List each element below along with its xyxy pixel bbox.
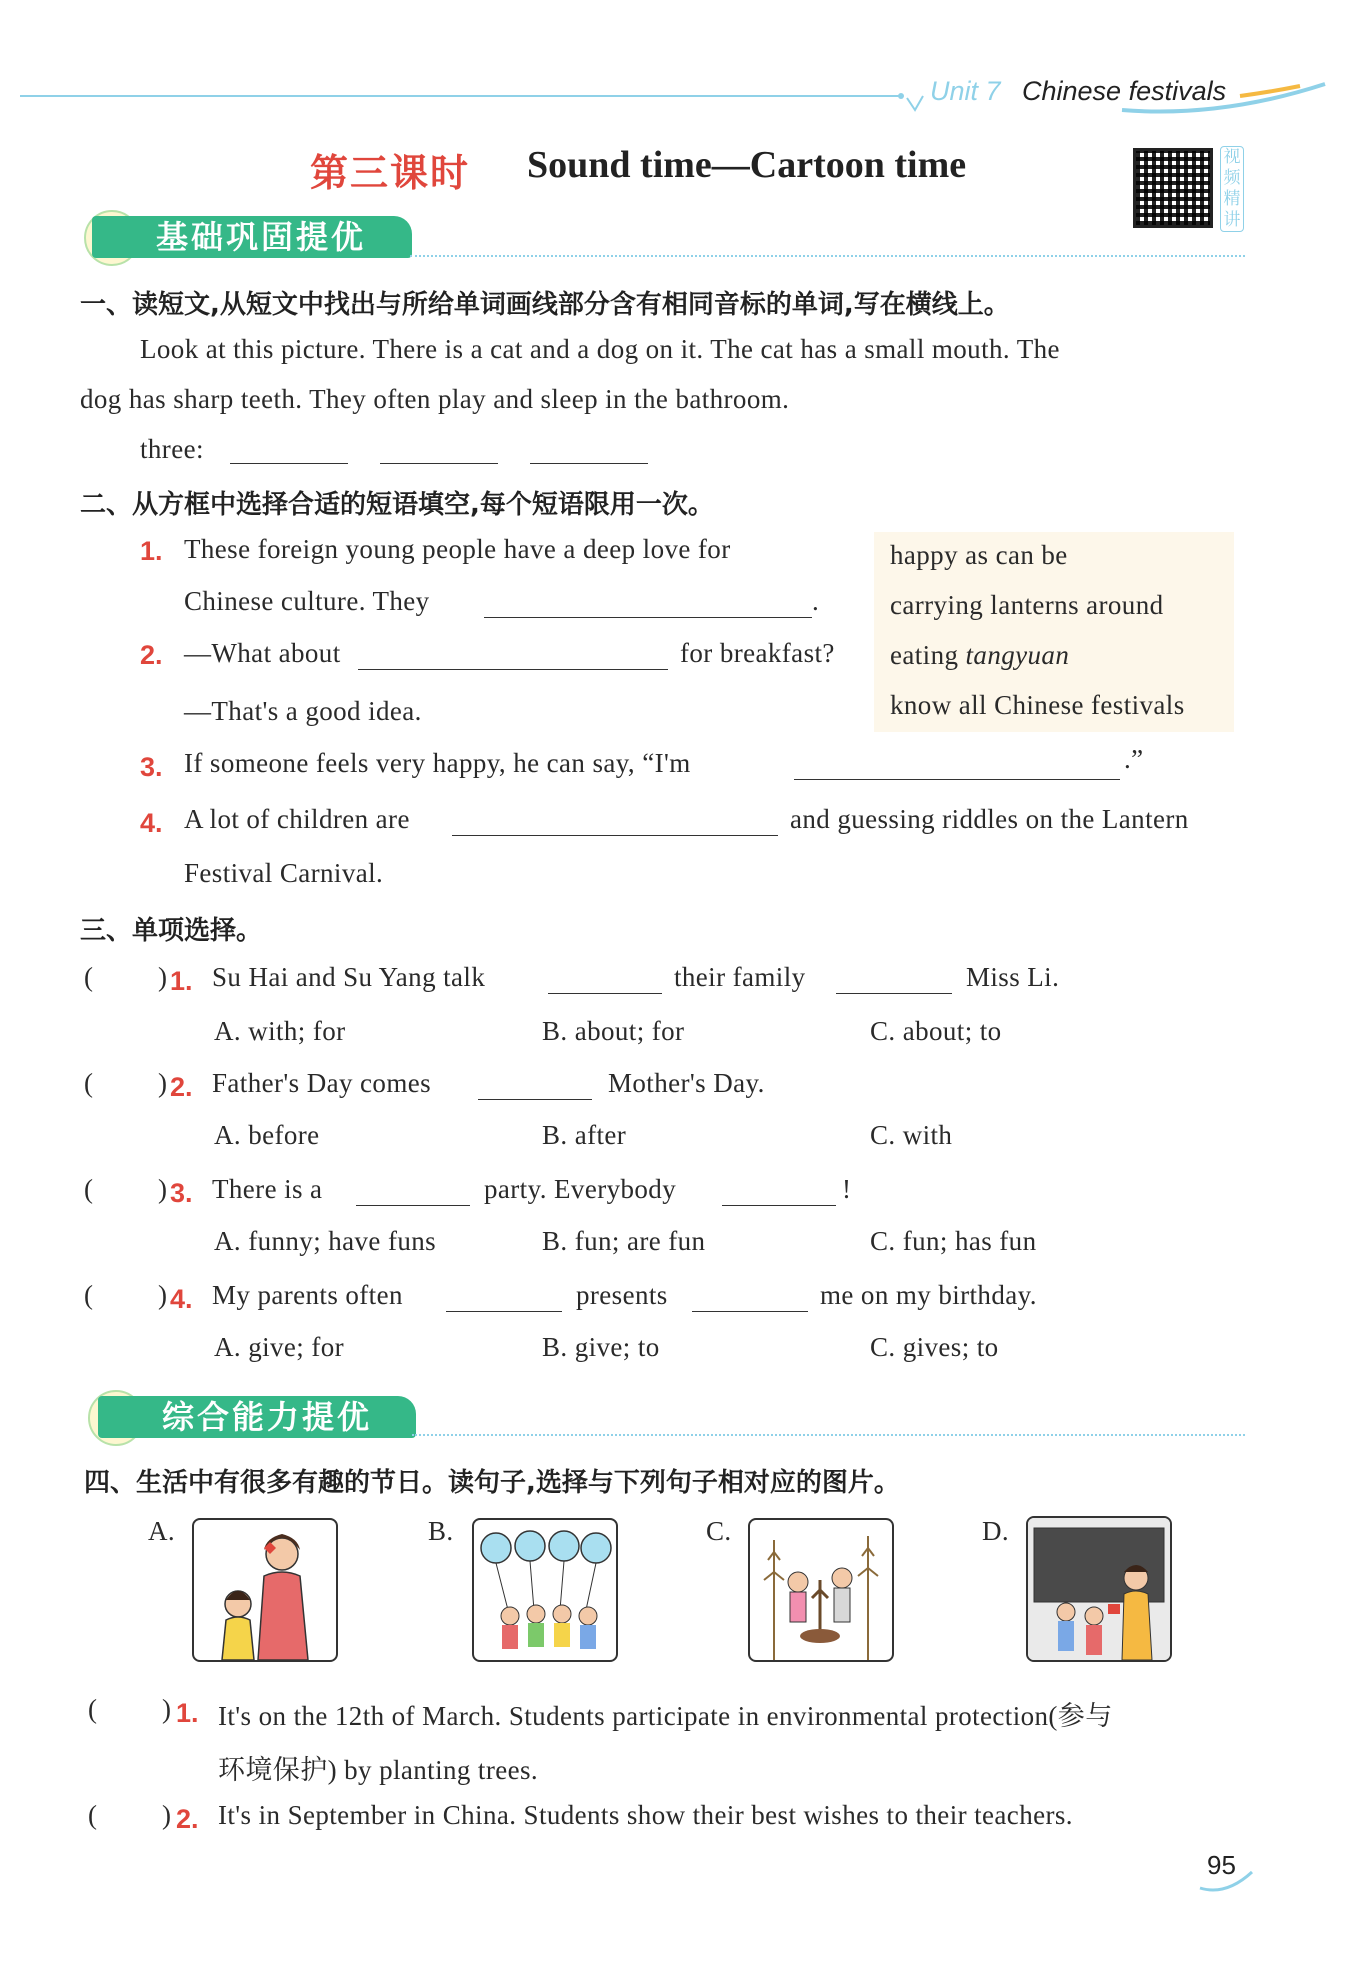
q2-item-text: If someone feels very happy, he can say, “I'm bbox=[184, 748, 691, 778]
q4-item-text: It's in September in China. Students show their best wishes to their teachers. bbox=[218, 1800, 1073, 1830]
q3-stem: ! bbox=[842, 1174, 852, 1204]
picture-label: D. bbox=[982, 1516, 1010, 1546]
answer-paren-open: ( bbox=[84, 1280, 93, 1310]
swoosh-icon bbox=[1120, 80, 1330, 125]
q3-stem: Su Hai and Su Yang talk bbox=[212, 962, 486, 992]
q3-blank[interactable] bbox=[478, 1076, 592, 1100]
q2-item-number: 3. bbox=[140, 752, 163, 782]
q4-item-text: It's on the 12th of March. Students participate in environmental protection(参与 bbox=[218, 1701, 1113, 1731]
qr-label-char: 视 bbox=[1223, 147, 1241, 167]
answer-slot[interactable] bbox=[96, 1278, 156, 1310]
q3-stem: party. Everybody bbox=[484, 1174, 677, 1204]
phrase-option-italic: tangyuan bbox=[965, 640, 1070, 670]
q3-option-a[interactable]: A. with; for bbox=[214, 1016, 346, 1046]
q1-title: 一、读短文,从短文中找出与所给单词画线部分含有相同音标的单词,写在横线上。 bbox=[80, 290, 1010, 320]
q1-prompt-word: three: bbox=[140, 434, 204, 464]
divider bbox=[410, 255, 1245, 257]
q3-option-c[interactable]: C. with bbox=[870, 1120, 953, 1150]
qr-label-char: 精 bbox=[1223, 189, 1241, 209]
phrase-option: carrying lanterns around bbox=[890, 590, 1164, 620]
q2-blank-3[interactable] bbox=[794, 756, 1120, 780]
q3-option-b[interactable]: B. about; for bbox=[542, 1016, 685, 1046]
picture-b-children-day[interactable] bbox=[472, 1518, 618, 1662]
q3-option-b[interactable]: B. give; to bbox=[542, 1332, 660, 1362]
page-number: 95 bbox=[1207, 1850, 1236, 1880]
q3-stem: me on my birthday. bbox=[820, 1280, 1037, 1310]
answer-slot[interactable] bbox=[100, 1798, 160, 1830]
qr-label-char: 讲 bbox=[1223, 210, 1241, 230]
q4-item-number: 2. bbox=[176, 1804, 199, 1834]
q2-item-text: . bbox=[812, 586, 820, 616]
q4-item-text: 环境保护) by planting trees. bbox=[218, 1755, 539, 1785]
q3-option-c[interactable]: C. gives; to bbox=[870, 1332, 999, 1362]
q3-blank[interactable] bbox=[692, 1288, 808, 1312]
q3-item-number: 1. bbox=[170, 966, 193, 996]
q3-stem: Father's Day comes bbox=[212, 1068, 432, 1098]
q2-item-text: A lot of children are bbox=[184, 804, 410, 834]
q3-blank[interactable] bbox=[722, 1182, 836, 1206]
q1-blank-1[interactable] bbox=[230, 440, 348, 464]
answer-slot[interactable] bbox=[96, 1066, 156, 1098]
q3-option-a[interactable]: A. before bbox=[214, 1120, 320, 1150]
header-ornament-icon bbox=[895, 88, 925, 121]
lesson-number: 第三课时 bbox=[310, 150, 471, 195]
q2-blank-4[interactable] bbox=[452, 812, 778, 836]
phrase-option: happy as can be bbox=[890, 540, 1068, 570]
header-rule bbox=[20, 95, 900, 97]
unit-title: Chinese festivals bbox=[1022, 76, 1227, 106]
q3-stem: Mother's Day. bbox=[608, 1068, 765, 1098]
q3-stem: their family bbox=[674, 962, 806, 992]
q3-option-a[interactable]: A. funny; have funs bbox=[214, 1226, 437, 1256]
answer-paren-close: ) bbox=[158, 962, 167, 992]
qr-code-icon[interactable] bbox=[1133, 148, 1213, 228]
q2-blank-2[interactable] bbox=[358, 646, 668, 670]
picture-c-tree-planting[interactable] bbox=[748, 1518, 894, 1662]
q3-item-number: 2. bbox=[170, 1072, 193, 1102]
q3-option-a[interactable]: A. give; for bbox=[214, 1332, 345, 1362]
answer-paren-open: ( bbox=[84, 1174, 93, 1204]
q2-item-text: These foreign young people have a deep love for bbox=[184, 534, 731, 564]
picture-label: B. bbox=[428, 1516, 454, 1546]
q3-blank[interactable] bbox=[446, 1288, 562, 1312]
picture-label: A. bbox=[148, 1516, 176, 1546]
phrase-option bbox=[890, 640, 1069, 671]
lesson-title: Sound time—Cartoon time bbox=[527, 144, 967, 186]
picture-a-mother-day[interactable] bbox=[192, 1518, 338, 1662]
answer-paren-open: ( bbox=[88, 1800, 97, 1830]
picture-d-teachers-day[interactable] bbox=[1026, 1516, 1172, 1662]
q3-blank[interactable] bbox=[356, 1182, 470, 1206]
divider bbox=[412, 1434, 1245, 1436]
q1-passage-line2: dog has sharp teeth. They often play and sleep in the bathroom. bbox=[80, 384, 790, 414]
unit-label: Unit 7 bbox=[930, 76, 1001, 106]
q2-item-text: and guessing riddles on the Lantern bbox=[790, 804, 1189, 834]
q1-passage-line1: Look at this picture. There is a cat and a dog on it. The cat has a small mouth. The bbox=[140, 334, 1060, 364]
q2-item-number: 4. bbox=[140, 808, 163, 838]
q3-blank[interactable] bbox=[548, 970, 662, 994]
answer-paren-close: ) bbox=[158, 1280, 167, 1310]
q3-item-number: 3. bbox=[170, 1178, 193, 1208]
answer-slot[interactable] bbox=[96, 960, 156, 992]
section-banner-basic: 基础巩固提优 bbox=[92, 216, 412, 258]
q2-item-text: .” bbox=[1124, 744, 1144, 774]
q2-title: 二、从方框中选择合适的短语填空,每个短语限用一次。 bbox=[80, 490, 714, 520]
q3-stem: My parents often bbox=[212, 1280, 403, 1310]
answer-paren-close: ) bbox=[158, 1174, 167, 1204]
answer-paren-open: ( bbox=[84, 962, 93, 992]
q3-blank[interactable] bbox=[836, 970, 952, 994]
q4-item-number: 1. bbox=[176, 1698, 199, 1728]
answer-paren-open: ( bbox=[88, 1694, 97, 1724]
answer-paren-close: ) bbox=[162, 1694, 171, 1724]
q3-option-c[interactable]: C. about; to bbox=[870, 1016, 1002, 1046]
q2-item-text: Festival Carnival. bbox=[184, 858, 384, 888]
q2-item-text: —That's a good idea. bbox=[184, 696, 422, 726]
q4-title: 四、生活中有很多有趣的节日。读句子,选择与下列句子相对应的图片。 bbox=[84, 1468, 900, 1498]
q3-stem: There is a bbox=[212, 1174, 323, 1204]
answer-paren-open: ( bbox=[84, 1068, 93, 1098]
q2-item-number: 1. bbox=[140, 536, 163, 566]
q1-blank-2[interactable] bbox=[380, 440, 498, 464]
answer-slot[interactable] bbox=[96, 1172, 156, 1204]
video-label bbox=[1220, 146, 1244, 232]
q3-stem: Miss Li. bbox=[966, 962, 1060, 992]
q2-blank-1[interactable] bbox=[484, 594, 812, 618]
answer-paren-close: ) bbox=[162, 1800, 171, 1830]
q2-item-text: —What about bbox=[184, 638, 341, 668]
page-number-swoosh-icon bbox=[1196, 1866, 1256, 1901]
q3-stem: presents bbox=[576, 1280, 668, 1310]
qr-label-char: 频 bbox=[1223, 168, 1241, 188]
phrase-option: know all Chinese festivals bbox=[890, 690, 1185, 720]
q1-blank-3[interactable] bbox=[530, 440, 648, 464]
phrase-option-text: eating bbox=[890, 640, 959, 670]
q3-option-b[interactable]: B. after bbox=[542, 1120, 627, 1150]
q2-item-text: for breakfast? bbox=[680, 638, 835, 668]
q3-option-c[interactable]: C. fun; has fun bbox=[870, 1226, 1037, 1256]
answer-slot[interactable] bbox=[100, 1692, 160, 1724]
q2-item-number: 2. bbox=[140, 640, 163, 670]
q3-title: 三、单项选择。 bbox=[80, 916, 263, 946]
q2-item-text: Chinese culture. They bbox=[184, 586, 430, 616]
q3-item-number: 4. bbox=[170, 1284, 193, 1314]
section-banner-comprehensive: 综合能力提优 bbox=[98, 1396, 416, 1438]
picture-label: C. bbox=[706, 1516, 732, 1546]
q3-option-b[interactable]: B. fun; are fun bbox=[542, 1226, 706, 1256]
answer-paren-close: ) bbox=[158, 1068, 167, 1098]
